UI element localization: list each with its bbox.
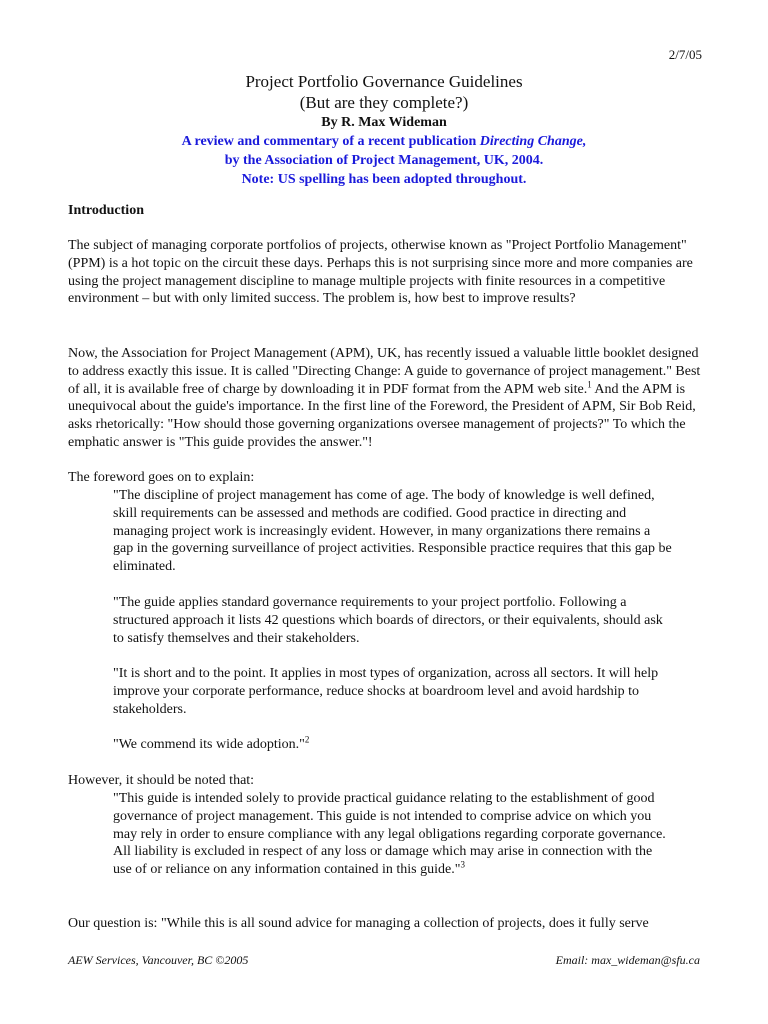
blockquote-4-text: "We commend its wide adoption." [113, 737, 305, 752]
paragraph-5: Our question is: "While this is all sound advice for managing a collection of projects, does it fully serve [68, 916, 649, 931]
section-heading-introduction: Introduction [68, 203, 144, 218]
footer-copyright: AEW Services, Vancouver, BC ©2005 [68, 953, 249, 967]
document-date: 2/7/05 [668, 47, 702, 62]
paragraph-4: However, it should be noted that: [68, 773, 255, 788]
review-note-text: A review and commentary of a recent publication [181, 134, 480, 149]
document-title: Project Portfolio Governance Guidelines [245, 72, 523, 91]
paragraph-1: The subject of managing corporate portfolios of projects, otherwise known as "Project Portfolio Management" (PPM) is a hot topic on the circuit these days. Perhaps this is not surprising since more and more companies are using the project management discipline to manage multiple projects with finite resources in a competitive environment – but with only limited success. The problem is, how best to improve results? [68, 238, 693, 307]
review-note-line2: by the Association of Project Management, UK, 2004. [224, 153, 544, 168]
footnote-ref-2[interactable]: 2 [304, 734, 310, 745]
blockquote-2: "The guide applies standard governance requirements to your project portfolio. Following a structured approach it lists 42 questions which boards of directors, or their equivalents, should ask to satisfy themselves and their stakeholders. [113, 595, 663, 646]
review-note-line3: Note: US spelling has been adopted throughout. [241, 172, 527, 187]
document-subtitle: (But are they complete?) [299, 93, 469, 112]
paragraph-3: The foreword goes on to explain: [68, 470, 255, 485]
blockquote-5-text: "This guide is intended solely to provide practical guidance relating to the establishment of good governance of project management. This guide is not intended to comprise advice on which you may rely in order to ensure compliance with any legal obligations regarding corporate governance. All liability is excluded in respect of any loss or damage which may arise in connection with the use of or reliance on any information contained in this guide." [113, 791, 666, 878]
paragraph-2-part-a: Now, the Association for Project Management (APM), UK, has recently issued a valuable little booklet designed to address exactly this issue. It is called "Directing Change: A guide to governance of project management." Best of all, it is available free of charge by downloading it in PDF format from the APM web site. [68, 346, 701, 397]
publication-title: Directing Change, [479, 134, 587, 149]
paragraph-2 [68, 345, 710, 452]
author-byline: By R. Max Wideman [321, 115, 447, 130]
blockquote-3: "It is short and to the point. It applies in most types of organization, across all sectors. It will help improve your corporate performance, reduce shocks at boardroom level and avoid hardship to stakeholders. [113, 666, 659, 717]
paragraph-2-part-b: And the APM is unequivocal about the guide's importance. In the first line of the Foreword, the President of APM, Sir Bob Reid, asks rhetorically: "How should those governing organizations oversee management of projects?" To which the emphatic answer is "This guide provides the answer."! [68, 381, 696, 450]
blockquote-5 [113, 790, 673, 879]
footer-email[interactable]: Email: max_wideman@sfu.ca [555, 953, 700, 967]
title-block [0, 72, 768, 189]
footnote-ref-1[interactable]: 1 [587, 378, 592, 389]
review-note-line1 [0, 132, 768, 151]
blockquote-1: "The discipline of project management has come of age. The body of knowledge is well defined, skill requirements can be assessed and methods are codified. Good practice in directing and managing project work is increasingly evident. However, in many organizations there remains a gap in the governing surveillance of project activities. Responsible practice requires that this gap be eliminated. [113, 488, 672, 575]
blockquote-4 [113, 736, 673, 754]
footnote-ref-3[interactable]: 3 [460, 859, 465, 870]
